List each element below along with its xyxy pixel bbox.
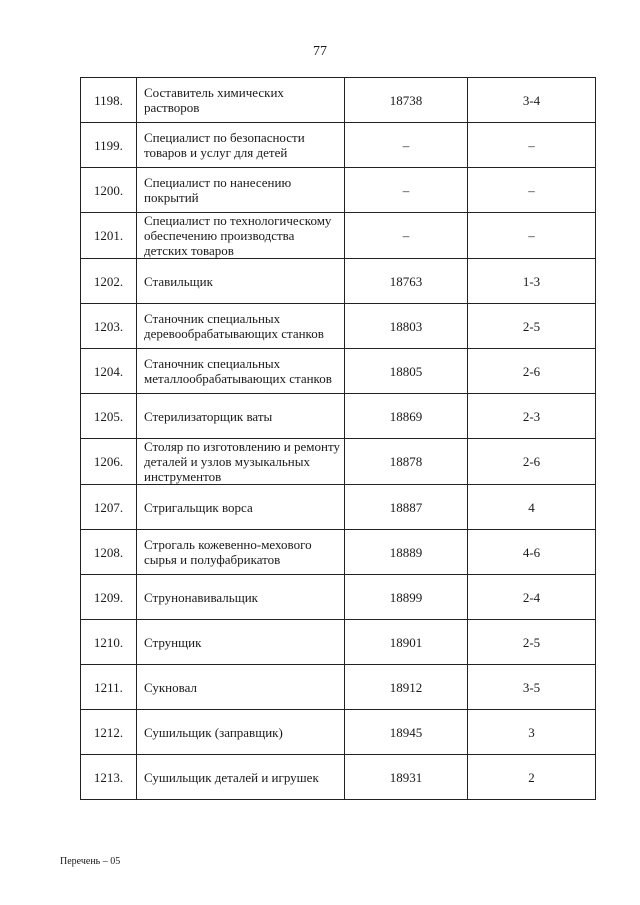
table-row xyxy=(81,123,596,168)
profession-code: 18912 xyxy=(345,665,468,710)
row-number: 1210. xyxy=(81,620,137,665)
grade-range: – xyxy=(468,168,596,213)
profession-name: Специалист по безопасности товаров и услуг для детей xyxy=(137,123,345,168)
grade-range: – xyxy=(468,123,596,168)
profession-name: Ставильщик xyxy=(137,259,345,304)
table-row xyxy=(81,168,596,213)
profession-name: Стригальщик ворса xyxy=(137,485,345,530)
profession-code: 18805 xyxy=(345,349,468,394)
profession-code: 18899 xyxy=(345,575,468,620)
row-number: 1199. xyxy=(81,123,137,168)
profession-code: 18901 xyxy=(345,620,468,665)
table-row xyxy=(81,485,596,530)
grade-range: 2-4 xyxy=(468,575,596,620)
profession-name: Сушильщик (заправщик) xyxy=(137,710,345,755)
table-row xyxy=(81,665,596,710)
table-row xyxy=(81,213,596,259)
profession-code: 18931 xyxy=(345,755,468,800)
grade-range: 2-6 xyxy=(468,349,596,394)
profession-name: Стерилизаторщик ваты xyxy=(137,394,345,439)
row-number: 1202. xyxy=(81,259,137,304)
profession-code: 18887 xyxy=(345,485,468,530)
row-number: 1205. xyxy=(81,394,137,439)
profession-name: Сукновал xyxy=(137,665,345,710)
table-row xyxy=(81,304,596,349)
table-row xyxy=(81,439,596,485)
profession-code: 18803 xyxy=(345,304,468,349)
profession-code: 18945 xyxy=(345,710,468,755)
profession-name: Сушильщик деталей и игрушек xyxy=(137,755,345,800)
profession-name: Струнонавивальщик xyxy=(137,575,345,620)
table-row xyxy=(81,575,596,620)
row-number: 1211. xyxy=(81,665,137,710)
row-number: 1212. xyxy=(81,710,137,755)
row-number: 1201. xyxy=(81,213,137,259)
table-row xyxy=(81,394,596,439)
profession-name: Составитель химических растворов xyxy=(137,78,345,123)
table-row xyxy=(81,349,596,394)
professions-table xyxy=(80,77,596,800)
profession-name: Струнщик xyxy=(137,620,345,665)
row-number: 1213. xyxy=(81,755,137,800)
profession-name: Станочник специальных деревообрабатывающих станков xyxy=(137,304,345,349)
profession-code: – xyxy=(345,123,468,168)
table-row xyxy=(81,78,596,123)
row-number: 1208. xyxy=(81,530,137,575)
table-row xyxy=(81,620,596,665)
profession-code: – xyxy=(345,168,468,213)
profession-name: Строгаль кожевенно-мехового сырья и полуфабрикатов xyxy=(137,530,345,575)
profession-code: 18869 xyxy=(345,394,468,439)
row-number: 1198. xyxy=(81,78,137,123)
table-row xyxy=(81,710,596,755)
grade-range: 2-5 xyxy=(468,304,596,349)
grade-range: 3 xyxy=(468,710,596,755)
grade-range: 4-6 xyxy=(468,530,596,575)
grade-range: 2-5 xyxy=(468,620,596,665)
table-row xyxy=(81,530,596,575)
footer-label: Перечень – 05 xyxy=(60,856,121,867)
row-number: 1200. xyxy=(81,168,137,213)
grade-range: 3-5 xyxy=(468,665,596,710)
table-row xyxy=(81,259,596,304)
profession-code: – xyxy=(345,213,468,259)
profession-name: Столяр по изготовлению и ремонту деталей и узлов музыкальных инструментов xyxy=(137,439,345,485)
profession-name: Станочник специальных металлообрабатывающих станков xyxy=(137,349,345,394)
row-number: 1204. xyxy=(81,349,137,394)
profession-code: 18889 xyxy=(345,530,468,575)
grade-range: 2-6 xyxy=(468,439,596,485)
grade-range: 3-4 xyxy=(468,78,596,123)
row-number: 1207. xyxy=(81,485,137,530)
profession-name: Специалист по технологическому обеспечению производства детских товаров xyxy=(137,213,345,259)
grade-range: – xyxy=(468,213,596,259)
row-number: 1209. xyxy=(81,575,137,620)
profession-code: 18738 xyxy=(345,78,468,123)
profession-code: 18763 xyxy=(345,259,468,304)
grade-range: 1-3 xyxy=(468,259,596,304)
grade-range: 2 xyxy=(468,755,596,800)
page-number: 77 xyxy=(313,44,327,59)
profession-code: 18878 xyxy=(345,439,468,485)
grade-range: 2-3 xyxy=(468,394,596,439)
row-number: 1206. xyxy=(81,439,137,485)
row-number: 1203. xyxy=(81,304,137,349)
profession-name: Специалист по нанесению покрытий xyxy=(137,168,345,213)
table-row xyxy=(81,755,596,800)
grade-range: 4 xyxy=(468,485,596,530)
